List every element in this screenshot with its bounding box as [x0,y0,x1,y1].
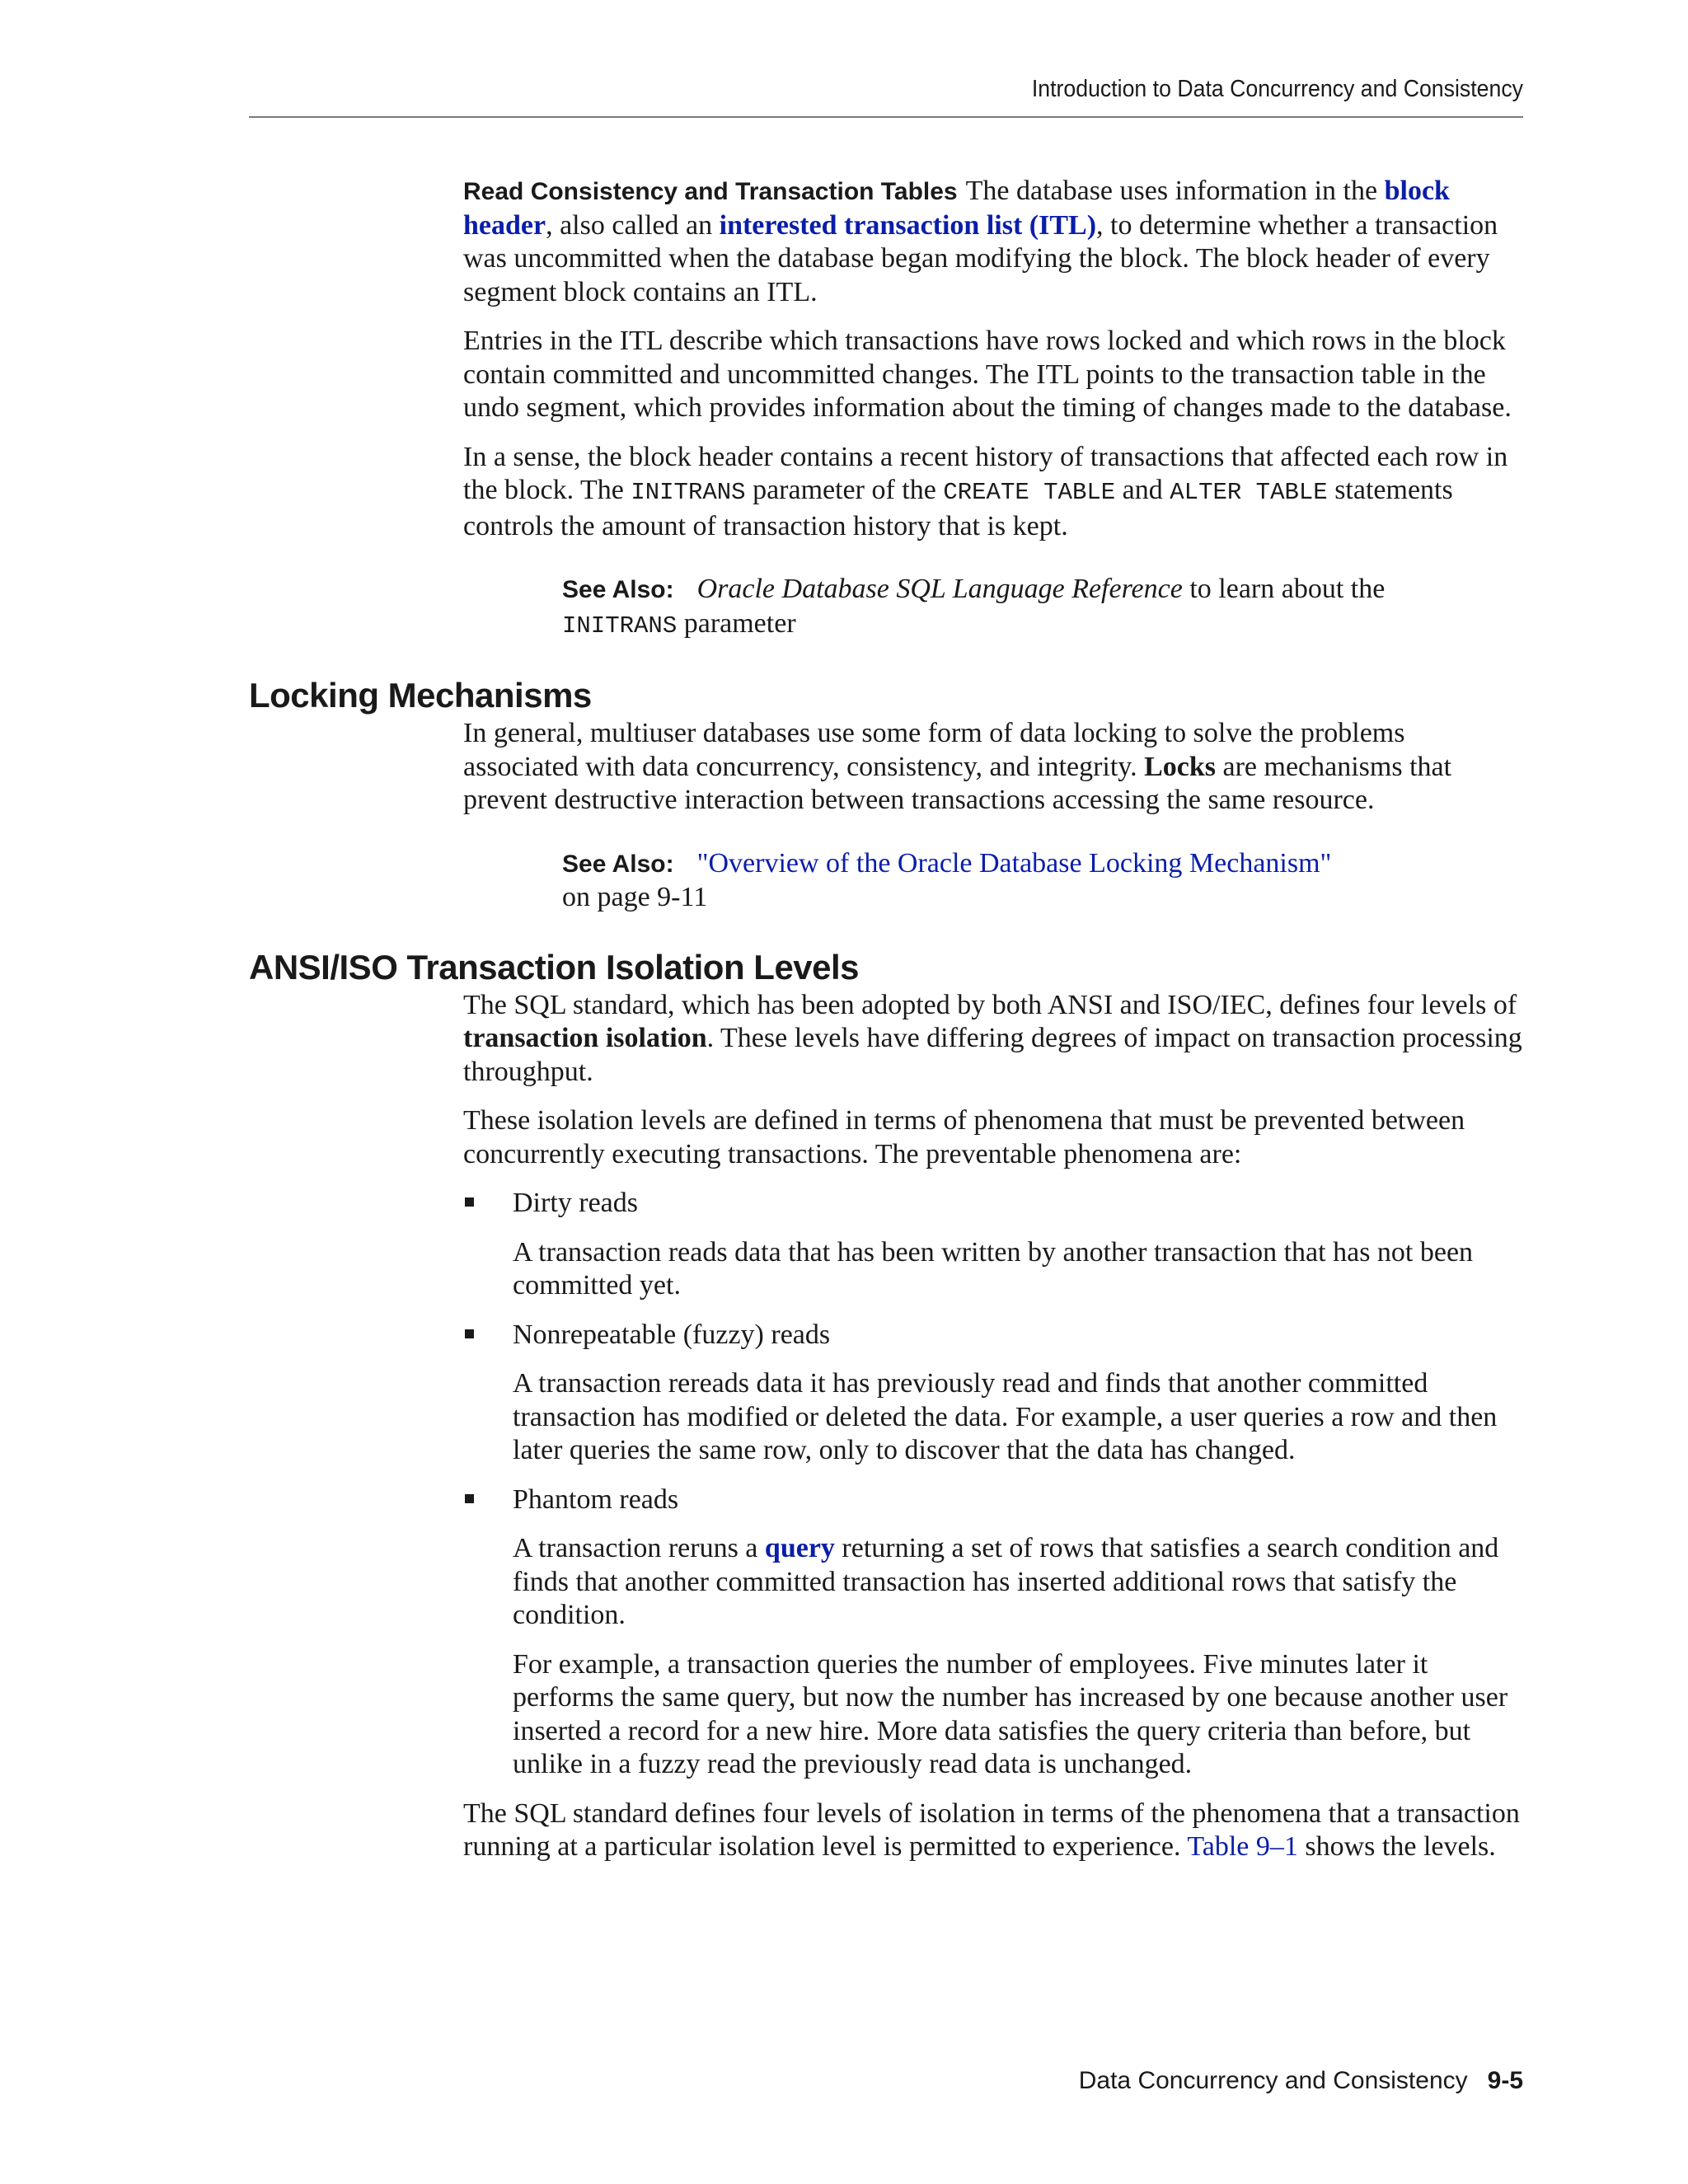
page-footer [1079,2067,1523,2095]
code-initrans: INITRANS [631,479,746,506]
section-heading-ansi: ANSI/ISO Transaction Isolation Levels [249,947,860,987]
paragraph-phenomena: These isolation levels are defined in terms of phenomena that must be prevented between concurrently executing transactions. The preventable phenomena are: [463,1105,1465,1169]
link-table-9-1[interactable]: Table 9–1 [1187,1831,1298,1862]
running-header: Introduction to Data Concurrency and Consistency [1031,76,1523,102]
link-block-header[interactable]: block header [463,176,1450,241]
list-item-example: For example, a transaction queries the number of employees. Five minutes later it performs the same query, but now the number has increased by one because another user inserted a record for a new hire. More data satisfies the query criteria than before, but unlike in a fuzzy read the previously read data is unchanged. [513,1648,1508,1779]
link-itl[interactable]: interested transaction list (ITL) [719,209,1097,241]
bullet-icon [465,1197,474,1207]
paragraph-itl-entries: Entries in the ITL describe which transactions have rows locked and which rows in the block contain committed and uncommitted changes. The ITL points to the transaction table in the undo segment, which provides information about the timing of changes made to the database. [463,326,1512,423]
bullet-icon [465,1329,474,1338]
paragraph-four-levels: The SQL standard defines four levels of isolation in terms of the phenomena that a transaction running at a particular isolation level is permitted to experience. Table 9–1 shows the levels. [463,1797,1520,1862]
list-item [463,1483,1526,1782]
link-locking-overview[interactable]: "Overview of the Oracle Database Locking Mechanism" [696,847,1332,879]
list-item-title: Nonrepeatable (fuzzy) reads [513,1319,831,1350]
list-item-description: A transaction reads data that has been written by another transaction that has not been committed yet. [513,1236,1474,1301]
list-item-title: Phantom reads [513,1483,679,1515]
list-item-description: A transaction reruns a query returning a set of rows that satisfies a search condition and finds that another committed transaction has inserted additional rows that satisfy the condition. [513,1533,1499,1630]
code-alter-table: ALTER TABLE [1170,479,1328,506]
footer-title: Data Concurrency and Consistency [1078,2067,1468,2094]
book-title: Oracle Database SQL Language Reference [696,574,1183,604]
see-also-label: See Also: [562,850,674,878]
list-item-description: A transaction rereads data it has previously read and finds that another committed transaction has modified or deleted the data. For example, a user queries a row and then later queries the same row, only to discover that the data has changed. [513,1368,1498,1465]
paragraph-block-header: In a sense, the block header contains a recent history of transactions that affected each row in the block. The INITRANS parameter of the CREATE TABLE and ALTER TABLE statements controls the amount of transaction history that is kept. [463,441,1508,541]
code-initrans: INITRANS [562,612,678,640]
runin-heading: Read Consistency and Transaction Tables [463,178,958,205]
paragraph-read-consistency: Read Consistency and Transaction Tables The database uses information in the block header, also called an interested transaction list (ITL), to determine whether a transaction was uncommitted when the database began modifying the block. The block header of every segment block contains an ITL. [463,176,1498,307]
paragraph-ansi-intro: The SQL standard, which has been adopted by both ANSI and ISO/IEC, defines four levels of transaction isolation. These levels have differing degrees of impact on transaction processing throughput. [463,989,1522,1087]
see-also-locking-overview: See Also: "Overview of the Oracle Database Locking Mechanism" on page 9-11 [562,847,1332,912]
page-content [249,175,1526,1880]
list-item [463,1319,1526,1468]
list-item-title: Dirty reads [513,1188,639,1218]
header-rule [249,116,1523,118]
see-also-label: See Also: [562,576,674,603]
bullet-icon [465,1494,474,1503]
paragraph-locking: In general, multiuser databases use some form of data locking to solve the problems associated with data concurrency, consistency, and integrity. Locks are mechanisms that prevent destructive interaction between transactions accessing the same resource. [463,718,1452,815]
section-heading-locking: Locking Mechanisms [249,676,592,715]
list-item [463,1187,1526,1303]
link-query[interactable]: query [764,1533,835,1563]
code-create-table: CREATE TABLE [943,479,1116,506]
see-also-sql-reference: See Also: Oracle Database SQL Language Reference to learn about the INITRANS parameter [562,574,1386,640]
phenomena-list [463,1187,1526,1782]
page-number: 9-5 [1487,2067,1523,2094]
